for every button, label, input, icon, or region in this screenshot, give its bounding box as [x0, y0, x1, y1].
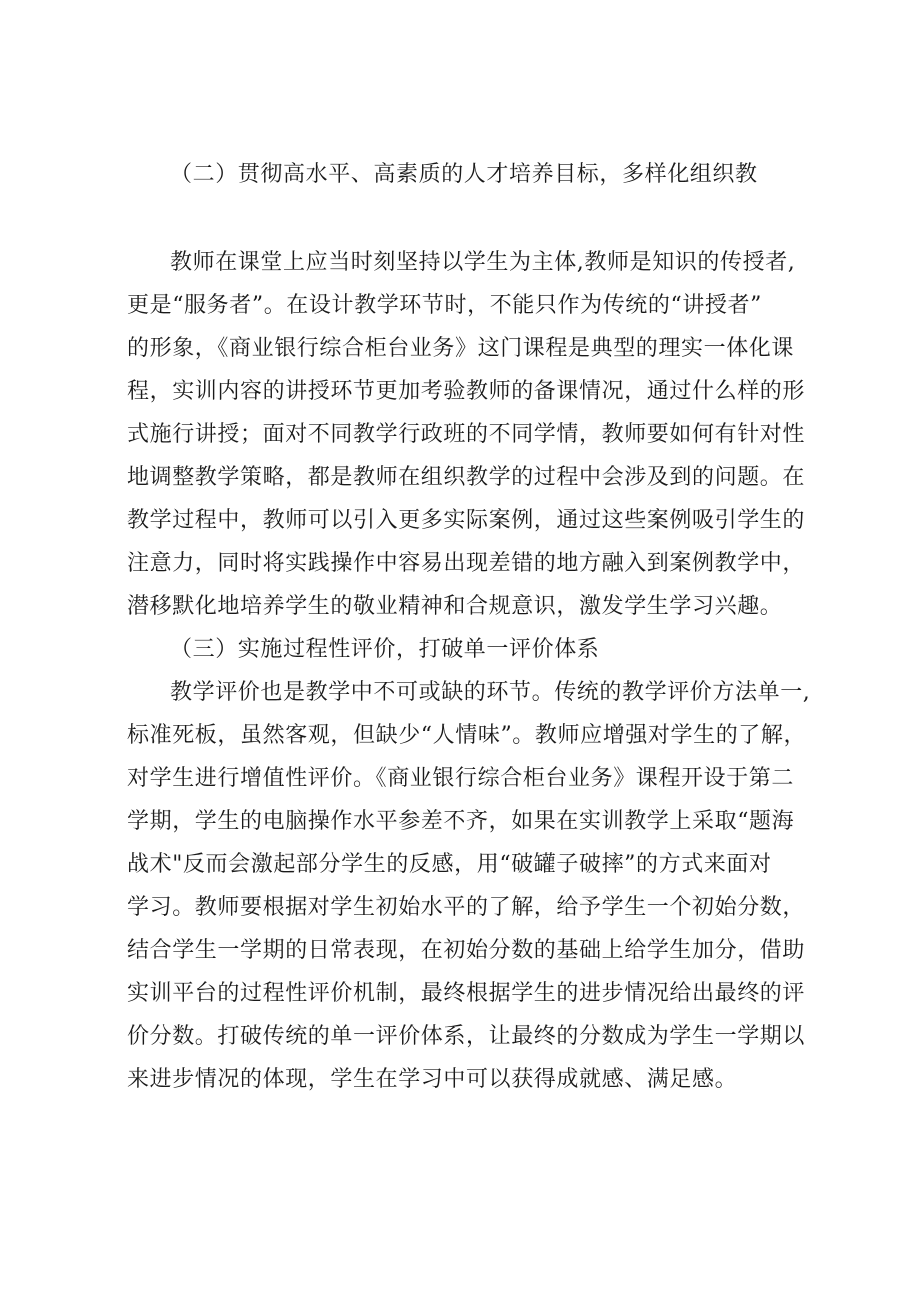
section-3-heading: （三）实施过程性评价，打破单一评价体系 — [170, 637, 600, 662]
paragraph-line: 学期，学生的电脑操作水平参差不齐，如果在实训教学上采取“题海 — [127, 809, 795, 834]
paragraph-line: 实训平台的过程性评价机制，最终根据学生的进步情况给出最终的评 — [127, 981, 806, 1006]
paragraph-line: 程，实训内容的讲授环节更加考验教师的备课情况，通过什么样的形 — [127, 379, 806, 404]
paragraph-line: 学习。教师要根据对学生初始水平的了解，给予学生一个初始分数， — [127, 895, 806, 920]
paragraph-line: 标准死板，虽然客观，但缺少“人情味”。教师应增强对学生的了解， — [127, 723, 807, 748]
paragraph-line: 价分数。打破传统的单一评价体系，让最终的分数成为学生一学期以 — [127, 1024, 806, 1049]
paragraph-line: 教学过程中，教师可以引入更多实际案例，通过这些案例吸引学生的 — [127, 508, 806, 533]
paragraph-line: 教师在课堂上应当时刻坚持以学生为主体,教师是知识的传授者, — [170, 250, 796, 275]
paragraph-line: 地调整教学策略，都是教师在组织教学的过程中会涉及到的问题。在 — [127, 465, 806, 490]
paragraph-line: 来进步情况的体现，学生在学习中可以获得成就感、满足感。 — [127, 1067, 738, 1092]
paragraph-line: 对学生进行增值性评价。《商业银行综合柜台业务》课程开设于第二 — [127, 766, 795, 791]
section-2-heading: （二）贯彻高水平、高素质的人才培养目标，多样化组织教 — [170, 162, 758, 187]
paragraph-line: 注意力，同时将实践操作中容易出现差错的地方融入到案例教学中， — [127, 551, 806, 576]
paragraph-line: 教学评价也是教学中不可或缺的环节。传统的教学评价方法单一, — [170, 680, 811, 705]
paragraph-line: 战术"反而会激起部分学生的反感，用“破罐子破摔”的方式来面对 — [127, 852, 772, 877]
paragraph-line: 的形象，《商业银行综合柜台业务》这门课程是典型的理实一体化课 — [127, 336, 795, 361]
paragraph-line: 更是“服务者”。在设计教学环节时，不能只作为传统的“讲授者” — [127, 293, 762, 318]
paragraph-line: 式施行讲授；面对不同教学行政班的不同学情，教师要如何有针对性 — [127, 422, 806, 447]
paragraph-line: 潜移默化地培养学生的敬业精神和合规意识，激发学生学习兴趣。 — [127, 594, 783, 619]
paragraph-line: 结合学生一学期的日常表现，在初始分数的基础上给学生加分，借助 — [127, 938, 806, 963]
